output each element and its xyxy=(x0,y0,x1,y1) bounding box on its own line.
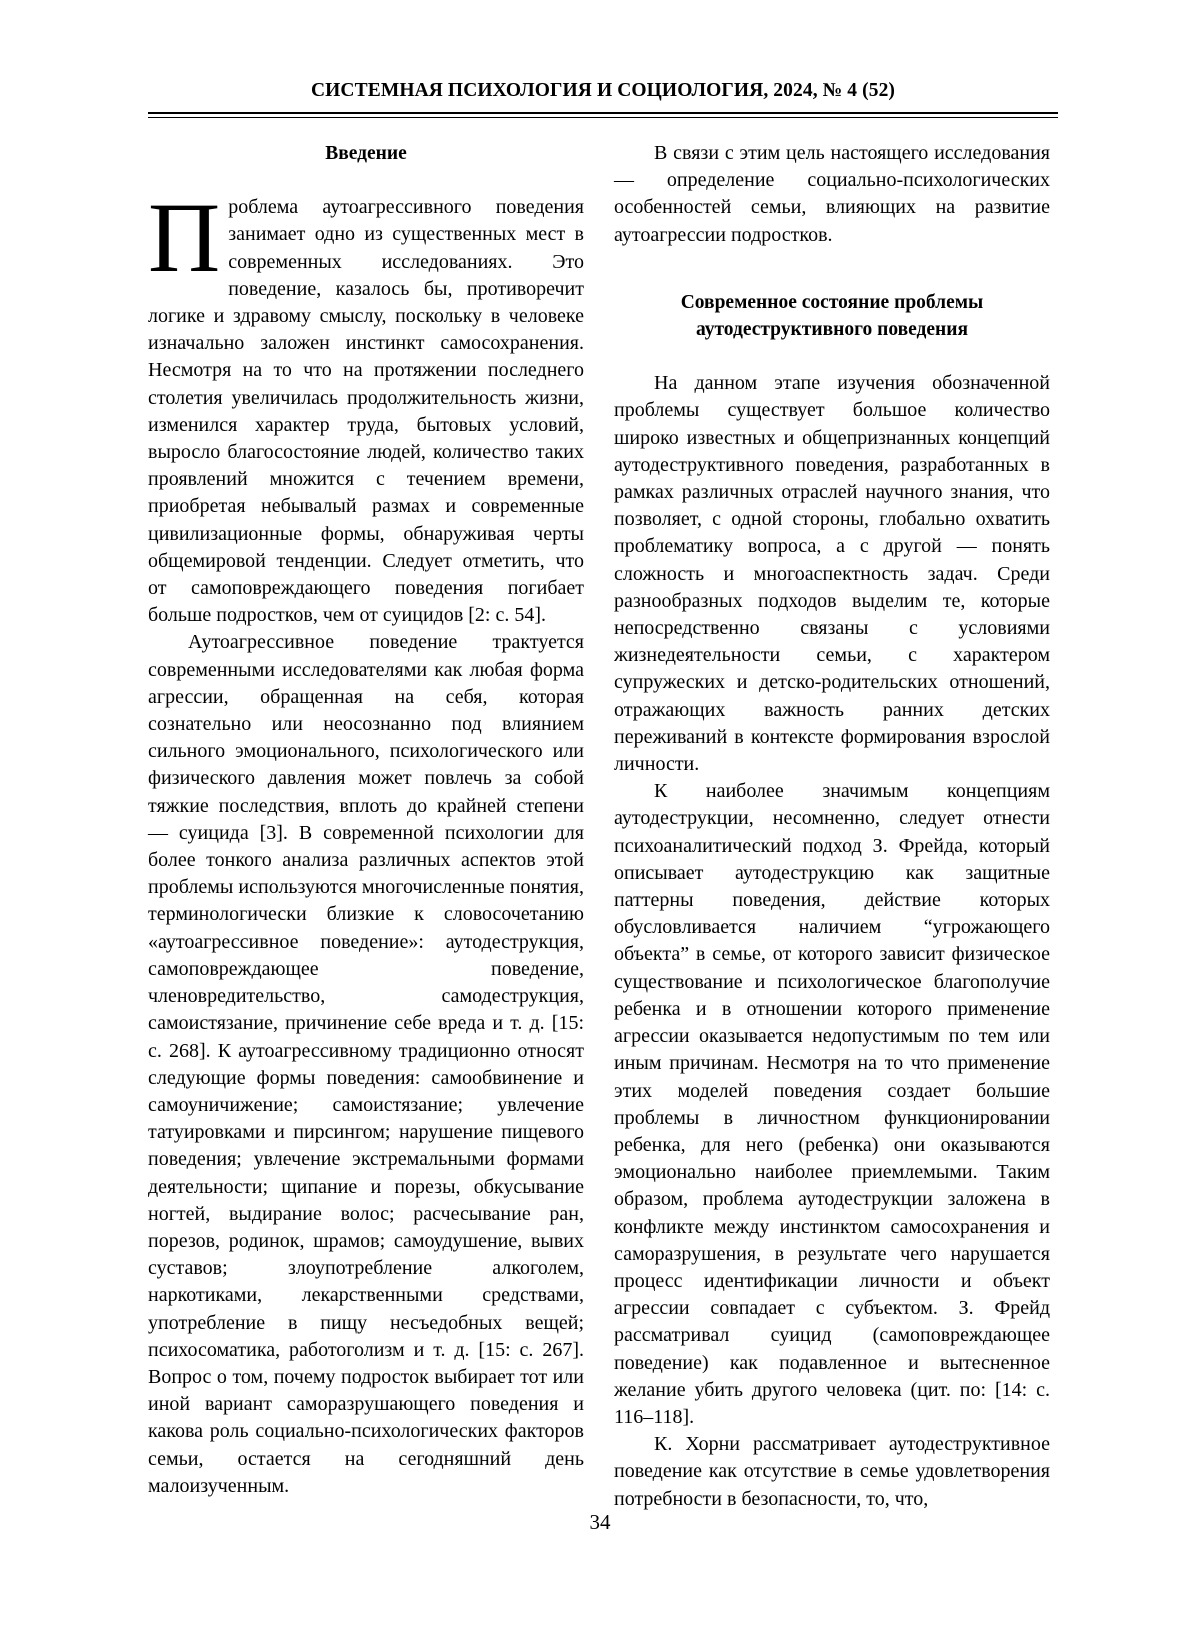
section-heading-line-2: аутодеструктивного поведения xyxy=(695,319,969,341)
state-paragraph-2: К наиболее значимым концепциям аутодеструкции, несомненно, следует отнести психоаналитический подход З. Фрейда, который описывает аутодеструкцию как защитные паттерны поведения, действие которых обусловливается наличием “угрожающего объекта” в семье, от которого зависит физическое существование и психологическое благополучие ребенка и в отношении которого применение агрессии оказывается недопустимым по тем или иным причинам. Несмотря на то что применение этих моделей поведения создает большие проблемы в личностном функционировании ребенка, для него (ребенка) они оказываются эмоционально наиболее приемлемыми. Таким образом, проблема аутодеструкции заложена в конфликте между инстинктом самосохранения и саморазрушения, в результате чего нарушается процесс идентификации личности и объект агрессии совпадает с субъектом. З. Фрейд рассматривал суицид (самоповреждающее поведение) как подавленное и вытесненное желание убить другого человека (цит. по: [14: с. 116–118]. xyxy=(614,780,1050,1428)
left-column xyxy=(148,140,584,1500)
spacer xyxy=(614,343,1050,370)
header-rule-thick xyxy=(148,112,1058,114)
intro-paragraph-1-text: роблема аутоагрессивного поведения занимает одно из существенных мест в современных исследованиях. Это поведение, казалось бы, противоречит логике и здравому смыслу, поскольку в человеке изначально заложен инстинкт самосохранения. Несмотря на то что на протяжении последнего столетия увеличилась продолжительность жизни, изменился характер труда, бытовых условий, выросло благосостояние людей, количество таких проявлений множится с течением времени, приобретая небывалый размах и современные цивилизационные формы, обнаруживая черты общемировой тенденции. Следует отметить, что от самоповреждающего поведения погибает больше подростков, чем от суицидов [2: с. 54]. xyxy=(148,196,584,627)
spacer xyxy=(614,249,1050,289)
header-rule-thin xyxy=(148,117,1058,118)
drop-cap: П xyxy=(148,182,221,294)
page-number: 34 xyxy=(589,1510,611,1534)
right-column xyxy=(614,140,1050,1513)
journal-header: СИСТЕМНАЯ ПСИХОЛОГИЯ И СОЦИОЛОГИЯ, 2024, № 4 (52) xyxy=(310,80,896,101)
section-heading-current-state xyxy=(614,289,1050,343)
state-paragraph-3: К. Хорни рассматривает аутодеструктивное поведение как отсутствие в семье удовлетворения потребности в безопасности, то, что, xyxy=(614,1433,1050,1510)
intro-paragraph-2: Аутоагрессивное поведение трактуется современными исследователями как любая форма агрессии, обращенная на себя, которая сознательно или неосознанно под влиянием сильного эмоционального, психологического или физического давления может повлечь за собой тяжкие последствия, вплоть до крайней степени — суицида [3]. В современной психологии для более тонкого анализа различных аспектов этой проблемы используются многочисленные понятия, терминологически близкие к словосочетанию «аутоагрессивное поведение»: аутодеструкция, самоповреждающее поведение, членовредительство, самодеструкция, самоистязание, причинение себе вреда и т. д. [15: с. 268]. К аутоагрессивному традиционно относят следующие формы поведения: самообвинение и самоуничижение; самоистязание; увлечение татуировками и пирсингом; нарушение пищевого поведения; увлечение экстремальными формами деятельности; щипание и порезы, обкусывание ногтей, выдирание волос; расчесывание ран, порезов, родинок, шрамов; самоудушение, вывих суставов; злоупотребление алкоголем, наркотиками, лекарственными средствами, употребление в пищу несъедобных вещей; психосоматика, работоголизм и т. д. [15: с. 267]. Вопрос о том, почему подросток выбирает тот или иной вариант саморазрушающего поведения и какова роль социально-психологических факторов семьи, остается на сегодняшний день малоизученным. xyxy=(148,631,584,1497)
section-heading-line-1: Современное состояние проблемы xyxy=(680,291,984,313)
state-paragraph-1: На данном этапе изучения обозначенной проблемы существует большое количество широко известных и общепризнанных концепций аутодеструктивного поведения, разработанных в рамках различных отраслей научного знания, что позволяет, с одной стороны, глобально охватить проблематику вопроса, а с другой — понять сложность и многоаспектность задач. Среди разнообразных подходов выделим те, которые непосредственно связаны с условиями жизнедеятельности семьи, с характером супружеских и детско-родительских отношений, отражающих важность ранних детских переживаний в контексте формирования взрослой личности. xyxy=(614,372,1050,776)
aim-paragraph: В связи с этим цель настоящего исследования — определение социально-психологических особенностей семьи, влияющих на развитие аутоагрессии подростков. xyxy=(614,142,1050,246)
intro-paragraph-1 xyxy=(148,182,584,629)
section-heading-introduction: Введение xyxy=(325,143,407,164)
